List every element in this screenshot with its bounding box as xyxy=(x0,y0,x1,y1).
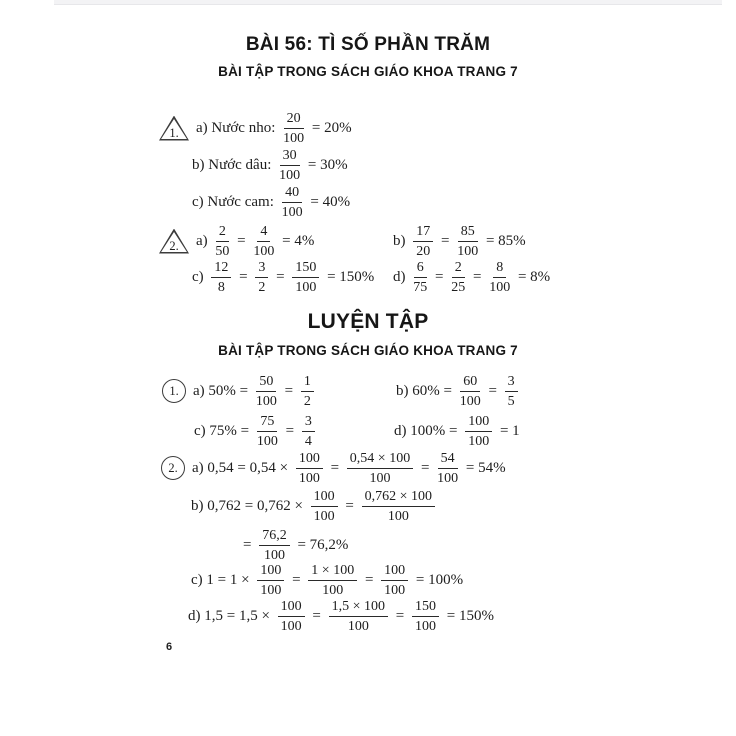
math-text: a) Nước nho: xyxy=(196,119,280,136)
fraction-numerator: 76,2 xyxy=(259,527,290,546)
fraction-numerator: 12 xyxy=(211,259,231,278)
math-text: = xyxy=(308,607,325,624)
fraction xyxy=(302,413,315,450)
problem-line xyxy=(159,223,314,259)
fraction-denominator: 100 xyxy=(459,394,481,409)
math-text: = xyxy=(272,268,289,285)
fraction-numerator: 1 × 100 xyxy=(308,562,357,581)
math-expression xyxy=(394,413,520,450)
fraction-numerator: 1 xyxy=(301,373,314,392)
fraction xyxy=(329,598,388,635)
fraction-denominator: 100 xyxy=(384,583,406,598)
math-text: = 30% xyxy=(304,156,348,173)
math-text: = 1 xyxy=(496,422,520,439)
math-text: = 8% xyxy=(514,268,551,285)
fraction xyxy=(296,450,323,487)
fraction-numerator: 20 xyxy=(284,110,304,129)
fraction-denominator: 4 xyxy=(304,434,312,449)
math-text: b) Nước dâu: xyxy=(192,156,276,173)
math-text: = xyxy=(484,382,501,399)
fraction xyxy=(465,413,492,450)
fraction-numerator: 1,5 × 100 xyxy=(329,598,388,617)
fraction-denominator: 100 xyxy=(457,244,479,259)
circle-marker xyxy=(161,456,185,480)
math-text: = xyxy=(437,232,454,249)
problem-line xyxy=(191,488,439,524)
problem-line xyxy=(393,223,526,259)
fraction-denominator: 100 xyxy=(255,394,277,409)
math-text: = xyxy=(392,607,409,624)
triangle-marker xyxy=(159,229,189,254)
fraction-denominator: 100 xyxy=(295,280,317,295)
fraction-denominator: 100 xyxy=(347,619,369,634)
fraction xyxy=(292,259,319,296)
fraction-numerator: 100 xyxy=(311,488,338,507)
math-expression xyxy=(243,527,348,564)
fraction-numerator: 150 xyxy=(412,598,439,617)
math-text: c) xyxy=(192,268,208,285)
math-expression xyxy=(191,562,463,599)
fraction xyxy=(253,223,274,260)
problem-line xyxy=(191,562,463,598)
fraction xyxy=(215,223,229,260)
practice-subtitle: BÀI TẬP TRONG SÁCH GIÁO KHOA TRANG 7 xyxy=(218,343,518,358)
fraction xyxy=(412,598,439,635)
fraction-denominator: 100 xyxy=(256,434,278,449)
lesson-subtitle: BÀI TẬP TRONG SÁCH GIÁO KHOA TRANG 7 xyxy=(218,64,518,79)
math-text: c) 75% = xyxy=(194,422,253,439)
fraction-numerator: 40 xyxy=(282,184,302,203)
fraction xyxy=(451,259,465,296)
fraction-numerator: 8 xyxy=(493,259,506,278)
math-text: = xyxy=(431,268,448,285)
math-expression xyxy=(192,259,374,296)
math-text: = xyxy=(233,232,250,249)
fraction-numerator: 100 xyxy=(296,450,323,469)
fraction xyxy=(311,488,338,525)
math-expression xyxy=(193,373,318,410)
fraction-denominator: 100 xyxy=(253,244,275,259)
problem-line xyxy=(162,373,318,409)
math-expression xyxy=(192,184,350,221)
fraction-numerator: 75 xyxy=(257,413,277,432)
fraction xyxy=(347,450,413,487)
fraction-numerator: 4 xyxy=(257,223,270,242)
fraction-denominator: 20 xyxy=(416,244,431,259)
math-expression xyxy=(396,373,522,410)
page-top-edge xyxy=(54,0,722,5)
math-text: d) 100% = xyxy=(394,422,462,439)
fraction-numerator: 50 xyxy=(256,373,276,392)
fraction xyxy=(257,562,284,599)
fraction-denominator: 100 xyxy=(283,131,305,146)
math-text: b) 60% = xyxy=(396,382,456,399)
math-text: = xyxy=(361,571,378,588)
fraction-denominator: 100 xyxy=(415,619,437,634)
math-text: = 40% xyxy=(306,193,351,210)
fraction-denominator: 100 xyxy=(437,471,459,486)
fraction-numerator: 100 xyxy=(257,562,284,581)
math-expression xyxy=(191,488,439,525)
problem-line xyxy=(194,413,319,449)
fraction-denominator: 100 xyxy=(281,205,303,220)
fraction-numerator: 2 xyxy=(216,223,229,242)
fraction-numerator: 100 xyxy=(381,562,408,581)
math-expression xyxy=(196,110,352,147)
math-text: = xyxy=(243,536,256,553)
math-text: = xyxy=(280,382,297,399)
fraction-numerator: 100 xyxy=(278,598,305,617)
fraction xyxy=(211,259,231,296)
fraction-denominator: 25 xyxy=(451,280,466,295)
problem-line xyxy=(192,147,348,183)
fraction-denominator: 100 xyxy=(280,619,302,634)
math-expression xyxy=(192,450,506,487)
practice-title: LUYỆN TẬP xyxy=(307,310,429,333)
math-text: = 150% xyxy=(443,607,494,624)
fraction-numerator: 6 xyxy=(414,259,427,278)
lesson-title: BÀI 56: TÌ SỐ PHẦN TRĂM xyxy=(245,34,491,55)
fraction xyxy=(308,562,357,599)
math-text: b) xyxy=(393,232,410,249)
math-text: d) 1,5 = 1,5 × xyxy=(188,607,274,624)
problem-line xyxy=(192,184,350,220)
fraction xyxy=(279,147,300,184)
problem-line xyxy=(188,598,494,634)
fraction xyxy=(259,527,290,564)
problem-line xyxy=(393,259,550,295)
fraction xyxy=(381,562,408,599)
fraction-denominator: 100 xyxy=(322,583,344,598)
math-text: a) xyxy=(196,232,212,249)
fraction xyxy=(256,373,277,410)
fraction-numerator: 0,54 × 100 xyxy=(347,450,413,469)
fraction-denominator: 100 xyxy=(468,434,490,449)
fraction xyxy=(283,110,304,147)
fraction-denominator: 100 xyxy=(260,583,282,598)
math-expression xyxy=(393,259,550,296)
math-text: = xyxy=(326,459,343,476)
problem-number: 1. xyxy=(169,383,179,398)
math-text: a) 50% = xyxy=(193,382,252,399)
fraction-denominator: 8 xyxy=(217,280,225,295)
problem-number: 1. xyxy=(169,126,179,140)
fraction-numerator: 60 xyxy=(460,373,480,392)
fraction-denominator: 100 xyxy=(369,471,391,486)
fraction-numerator: 17 xyxy=(413,223,433,242)
math-expression xyxy=(194,413,319,450)
fraction xyxy=(413,223,433,260)
fraction xyxy=(505,373,518,410)
fraction-numerator: 3 xyxy=(302,413,315,432)
fraction xyxy=(282,184,303,221)
fraction xyxy=(489,259,510,296)
fraction-denominator: 100 xyxy=(279,168,301,183)
math-text: = xyxy=(235,268,252,285)
math-text: = 100% xyxy=(412,571,464,588)
math-text: = xyxy=(469,268,486,285)
math-expression xyxy=(196,223,314,260)
fraction-denominator: 100 xyxy=(313,509,335,524)
fraction-numerator: 150 xyxy=(292,259,319,278)
fraction-numerator: 54 xyxy=(438,450,458,469)
math-expression xyxy=(192,147,348,184)
fraction-denominator: 100 xyxy=(489,280,511,295)
math-text: d) xyxy=(393,268,410,285)
fraction-numerator: 100 xyxy=(465,413,492,432)
fraction-numerator: 30 xyxy=(280,147,300,166)
math-text: = xyxy=(288,571,305,588)
math-text: = xyxy=(417,459,434,476)
math-text: = xyxy=(281,422,298,439)
fraction-denominator: 5 xyxy=(507,394,515,409)
math-expression xyxy=(188,598,494,635)
fraction-denominator: 2 xyxy=(303,394,311,409)
problem-line xyxy=(396,373,522,409)
triangle-marker xyxy=(159,116,189,141)
fraction xyxy=(437,450,458,487)
fraction-denominator: 50 xyxy=(215,244,230,259)
fraction-numerator: 0,762 × 100 xyxy=(362,488,435,507)
math-text: = 76,2% xyxy=(293,536,349,553)
problem-line xyxy=(159,110,352,146)
fraction-denominator: 75 xyxy=(413,280,428,295)
fraction-denominator: 100 xyxy=(387,509,409,524)
fraction-denominator: 100 xyxy=(263,548,285,563)
math-text: = 4% xyxy=(278,232,315,249)
fraction xyxy=(257,413,278,450)
math-text: c) Nước cam: xyxy=(192,193,278,210)
page-number: 6 xyxy=(166,641,173,653)
math-text: = 54% xyxy=(462,459,506,476)
fraction xyxy=(278,598,305,635)
math-text: = 150% xyxy=(323,268,375,285)
math-text: b) 0,762 = 0,762 × xyxy=(191,497,307,514)
math-expression xyxy=(393,223,526,260)
fraction xyxy=(413,259,427,296)
fraction-denominator: 2 xyxy=(258,280,266,295)
problem-number: 2. xyxy=(168,460,178,475)
circle-marker xyxy=(162,379,186,403)
fraction xyxy=(457,223,478,260)
problem-line xyxy=(192,259,374,295)
problem-number: 2. xyxy=(169,239,179,253)
fraction xyxy=(255,259,268,296)
fraction-numerator: 3 xyxy=(505,373,518,392)
fraction-numerator: 85 xyxy=(458,223,478,242)
math-text: c) 1 = 1 × xyxy=(191,571,254,588)
fraction xyxy=(460,373,481,410)
fraction-numerator: 2 xyxy=(452,259,465,278)
math-text: a) 0,54 = 0,54 × xyxy=(192,459,292,476)
math-text: = 20% xyxy=(308,119,352,136)
math-text: = xyxy=(341,497,358,514)
problem-line xyxy=(243,527,348,563)
fraction xyxy=(362,488,435,525)
math-text: = 85% xyxy=(482,232,526,249)
problem-line xyxy=(161,450,506,486)
fraction-denominator: 100 xyxy=(298,471,320,486)
fraction xyxy=(301,373,314,410)
fraction-numerator: 3 xyxy=(255,259,268,278)
problem-line xyxy=(394,413,520,449)
